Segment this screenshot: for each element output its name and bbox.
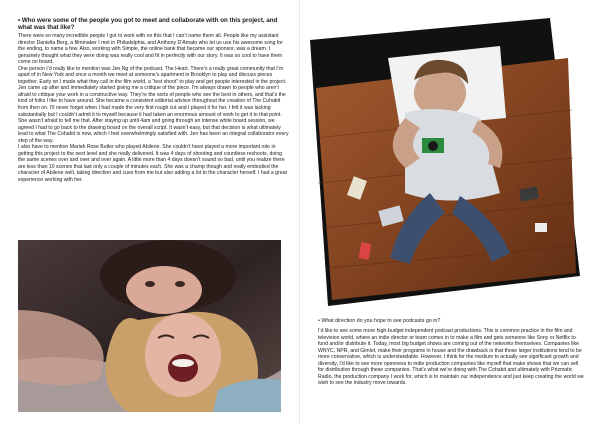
- page-gutter: [299, 0, 300, 424]
- interview-answer-2: [318, 328, 584, 408]
- photo-two-women-laughing: [18, 240, 281, 412]
- photo-two-women-illustration: [18, 240, 281, 412]
- interview-question-1: • Who were some of the people you got to meet and collaborate with on this project, and what was that like?: [18, 17, 278, 32]
- photo-man-with-camera: [310, 18, 580, 306]
- answer-1-paragraph: One person I’d really like to mention was Jen Ng of the podcast, The Heart. There’s a really great community that I’m apart of in New York and once a month we meet at someone’s apartment in Brooklyn to play and discuss pieces together. Early on I made what they call in the film world, a “test shoot” to play and get people interested in the project. Jen came up after and immediately started giving me a critique of the piece. I’m always drawn to people who aren’t afraid to critique your work in a constructive way. They’re the sorts of people who see the best in others, and that’s the kind of folks I like to have around. She became a consistent editorial advisor throughout the creation of The Cohabit from then on. I’ll never forget when I had made the very first rough cut and I played it for her. I felt it was lacking substantially but I couldn’t admit it to myself because it had taken an enormous amount of work to get it to that point. She wasn’t afraid to tell me that. After staying up until 4am and going through an intense white board session, we agreed I had to go back to the drawing board on the overall script. It wasn’t easy, but that decision is what ultimately lead to what The Cohabit is now, which I feel overwhelmingly satisfied with. Jen has been an integral collaborator every step of the way.: [18, 65, 289, 144]
- answer-1-paragraph: I also have to mention Mariah Rose Butler who played Abilene. She couldn’t have played a more important role in getting this project to the next level and she really delivered. It was 4 days of shooting and countless reshoots, doing the same scenes over and over and over again. A little more than 4 days doesn’t sound so bad, until you realize there are less than 10 scenes that last only a couple of minutes each. She was a champ though and really embodied the character of Abilene well, taking direction and cues from me but also adding a lot to the character herself. I had a great experience working with her.: [18, 144, 287, 184]
- interview-answer-1: [18, 33, 290, 238]
- photo-man-camera-illustration: [310, 18, 580, 306]
- answer-1-paragraph: There were so many incredible people I got to work with on this that I can’t name them all. People like my assistant director Daniella Berg, a filmmaker I met in Philadelphia, and Anthony D’Amato who let us use his awesome song for the ending, to name a few. Also, working with Simple, the online bank that became our sponsor, was a dream. I genuinely thought what they were doing was really cool and fit in perfectly with our story. It was so cool to have them come on board.: [18, 33, 283, 66]
- answer-2-paragraph: I’d like to see some more high-budget independent podcast productions. This is common practice in the film and television world, where an indie director or team comes in to make a film and gets someone like Sony or Netflix to fund and/or distribute it. Today, most big budget shows are coming out of the networks themselves. Companies like WNYC, NPR, and Gimlet, make their programs in house and the drawback is that those larger institutions tend to be more conservative, which is understandable. However, I think for the medium to actually see significant growth and diversity, I’d like to see more openness to indie production companies like myself that make shows that we can sell for distribution through these companies. That’s what we’re doing with The Cohabit and ultimately with Prizmatic Radio, the production company I work for, which is to maintain our independence and just keep creating the world we wish to see the industry move towards.: [318, 328, 584, 387]
- interview-question-2: • What direction do you hope to see podcasts go in?: [318, 318, 441, 324]
